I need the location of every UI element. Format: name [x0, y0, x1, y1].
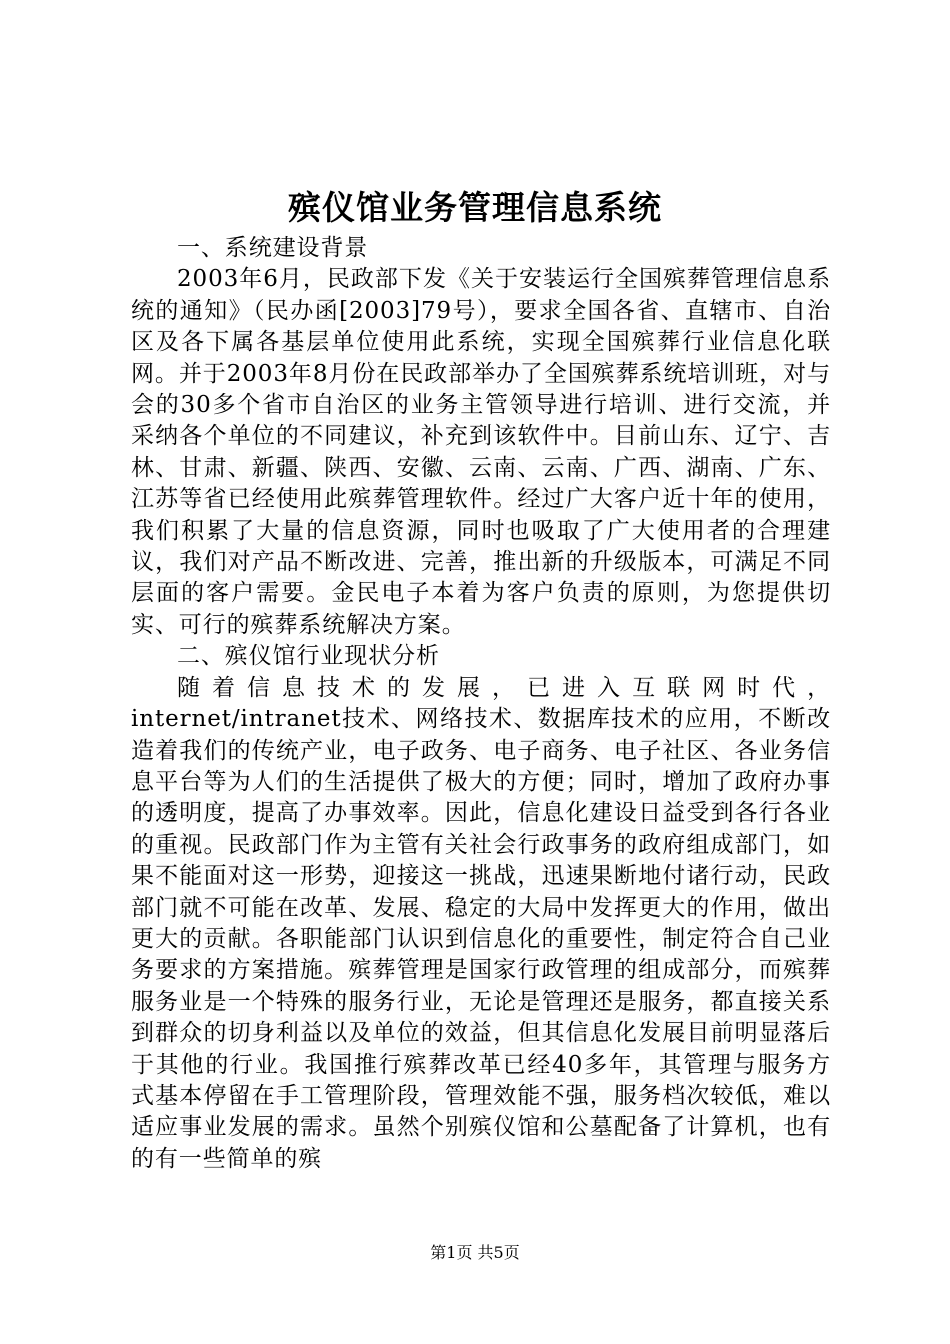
section-heading-background: 一、系统建设背景 — [177, 235, 369, 261]
section-heading-analysis: 二、殡仪馆行业现状分析 — [177, 643, 440, 670]
paragraph-analysis: 随着信息技术的发展，已进入互联网时代，internet/intranet技术、网络技术、数据库技术的应用，不断改造着我们的传统产业，电子政务、电子商务、电子社区、各业务信息平台等为人们的生活提供了极大的方便；同时，增加了政府办事的透明度，提高了办事效率。因此，信息化建设日益受到各行各业的重视。民政部门作为主管有关社会行政事务的政府组成部门，如果不能面对这一形势，迎接这一挑战，迅速果断地付诸行动，民政部门就不可能在改革、发展、稳定的大局中发挥更大的作用，做出更大的贡献。各职能部门认识到信息化的重要性，制定符合自己业务要求的方案措施。殡葬管理是国家行政管理的组成部分，而殡葬服务业是一个特殊的服务行业，无论是管理还是服务，都直接关系到群众的切身利益以及单位的效益，但其信息化发展目前明显落后于其他的行业。我国推行殡葬改革已经40多年，其管理与服务方式基本停留在手工管理阶段，管理效能不强，服务档次较低，难以适应事业发展的需求。虽然个别殡仪馆和公墓配备了计算机，也有的有一些简单的殡 — [131, 674, 831, 1172]
document-title: 殡仪馆业务管理信息系统 — [288, 188, 662, 227]
document-body — [131, 233, 831, 1175]
page-number-footer: 第1页 共5页 — [430, 1243, 520, 1262]
paragraph-background: 2003年6月，民政部下发《关于安装运行全国殡葬管理信息系统的通知》（民办函[2003]79号），要求全国各省、直辖市、自治区及各下属各基层单位使用此系统，实现全国殡葬行业信息化联网。并于2003年8月份在民政部举办了全国殡葬系统培训班，对与会的30多个省市自治区的业务主管领导进行培训、进行交流，并采纳各个单位的不同建议，补充到该软件中。目前山东、辽宁、吉林、甘肃、新疆、陕西、安徽、云南、云南、广西、湖南、广东、江苏等省已经使用此殡葬管理软件。经过广大客户近十年的使用，我们积累了大量的信息资源，同时也吸取了广大使用者的合理建议，我们对产品不断改进、完善，推出新的升级版本，可满足不同层面的客户需要。金民电子本着为客户负责的原则，为您提供切实、可行的殡葬系统解决方案。 — [131, 266, 831, 638]
